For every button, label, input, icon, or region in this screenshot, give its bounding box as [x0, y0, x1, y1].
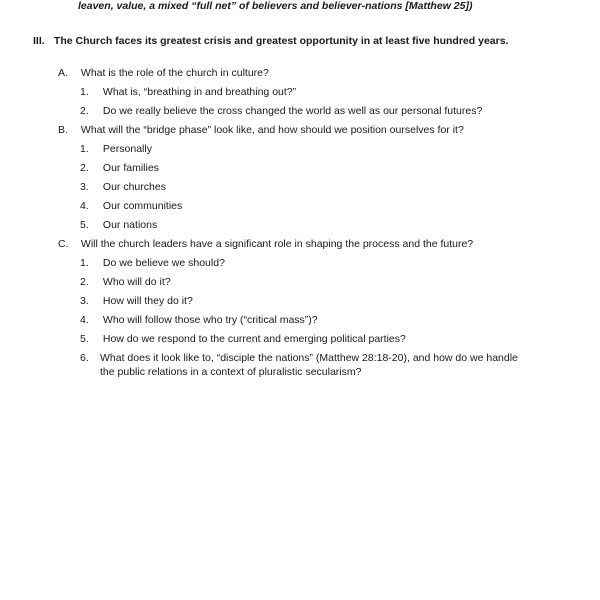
- item-marker: 3.: [80, 295, 89, 307]
- item-marker: 1.: [80, 143, 89, 155]
- item-marker: 1.: [80, 86, 89, 98]
- list-item: [80, 332, 406, 346]
- item-marker: 3.: [80, 181, 89, 193]
- section-heading: [33, 34, 513, 48]
- item-marker: 5.: [80, 219, 89, 231]
- item-text: How do we respond to the current and emerging political parties?: [102, 333, 406, 345]
- item-text: Do we really believe the cross changed the world as well as our personal futures?: [102, 105, 483, 117]
- continued-text-line: leaven, value, a mixed “full net” of believers and believer-nations [Matthew 25]): [78, 0, 473, 12]
- list-item: [80, 351, 520, 379]
- item-marker: 5.: [80, 333, 89, 345]
- item-marker: 2.: [80, 162, 89, 174]
- item-text: Who will follow those who try (“critical mass”)?: [102, 314, 318, 326]
- subsection-text: What is the role of the church in culture?: [80, 67, 269, 79]
- item-marker: 2.: [80, 105, 89, 117]
- list-item: [80, 218, 157, 232]
- list-item: [80, 275, 171, 289]
- subsection-text: What will the “bridge phase” look like, and how should we position ourselves for it?: [80, 124, 464, 136]
- subsection-text: Will the church leaders have a significant role in shaping the process and the future?: [80, 238, 474, 250]
- section-number: III.: [33, 35, 45, 47]
- item-text: What is, “breathing in and breathing out?”: [102, 86, 297, 98]
- list-item: [80, 142, 152, 156]
- list-item: [80, 199, 182, 213]
- item-marker: 6.: [80, 352, 89, 364]
- subsection-marker: A.: [58, 67, 68, 79]
- list-item: [80, 294, 193, 308]
- subsection-marker: B.: [58, 124, 68, 136]
- item-marker: 4.: [80, 314, 89, 326]
- item-marker: 4.: [80, 200, 89, 212]
- subsection-marker: C.: [58, 238, 69, 250]
- item-marker: 1.: [80, 257, 89, 269]
- item-text: Our churches: [102, 181, 166, 193]
- list-item: [80, 256, 225, 270]
- item-text: How will they do it?: [102, 295, 193, 307]
- item-marker: 2.: [80, 276, 89, 288]
- item-text: Personally: [102, 143, 152, 155]
- item-text: Our nations: [102, 219, 158, 231]
- list-item: [80, 85, 296, 99]
- item-text: Do we believe we should?: [102, 257, 225, 269]
- item-text: What does it look like to, “disciple the nations” (Matthew 28:18-20), and how do we handle the public relations in a context of pluralistic secularism?: [100, 352, 518, 378]
- subsection-b: [58, 123, 464, 137]
- list-item: [80, 180, 166, 194]
- list-item: [80, 104, 482, 118]
- section-heading-text: The Church faces its greatest crisis and greatest opportunity in at least five hundred years.: [53, 35, 509, 47]
- subsection-a: [58, 66, 269, 80]
- list-item: [80, 161, 159, 175]
- item-text: Our communities: [102, 200, 183, 212]
- subsection-c: [58, 237, 473, 251]
- item-text: Who will do it?: [102, 276, 171, 288]
- list-item: [80, 313, 318, 327]
- item-text: Our families: [102, 162, 159, 174]
